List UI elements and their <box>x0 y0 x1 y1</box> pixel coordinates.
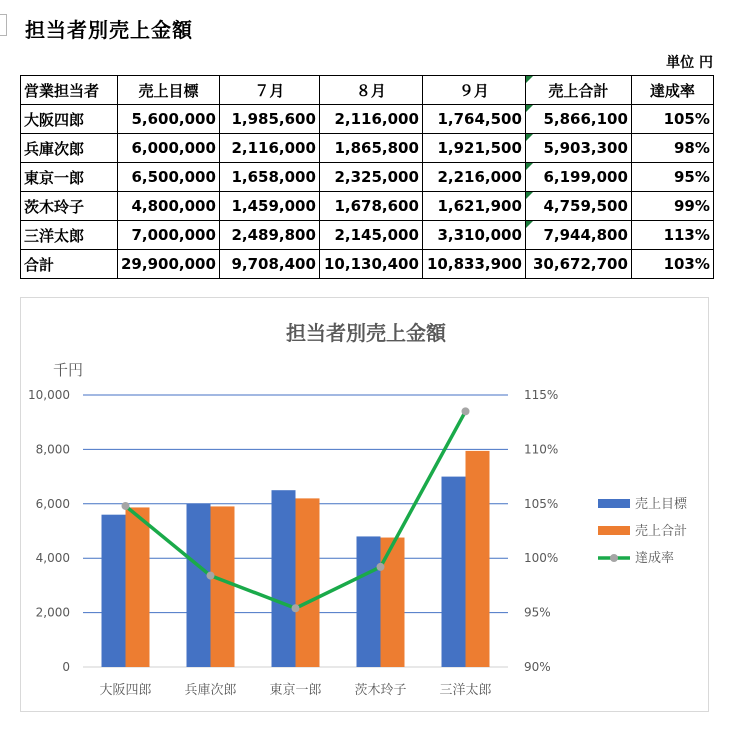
table-cell-text: 1,621,900 <box>437 197 522 215</box>
table-cell[interactable] <box>219 163 319 192</box>
table-cell[interactable] <box>631 250 713 279</box>
legend-swatch-total <box>598 526 630 535</box>
chart-title: 担当者別売上金額 <box>286 321 446 345</box>
table-cell-text: 103% <box>663 255 710 273</box>
table-header[interactable] <box>21 76 118 105</box>
table-cell[interactable] <box>21 221 118 250</box>
table-cell-text: 6,199,000 <box>543 168 628 186</box>
unit-label: 単位 円 <box>666 55 713 71</box>
x-tick-label: 東京一郎 <box>269 683 322 698</box>
table-cell[interactable] <box>422 250 525 279</box>
table-cell-text: 3,310,000 <box>437 226 522 244</box>
table-cell[interactable] <box>319 250 422 279</box>
table-cell-text: 9,708,400 <box>231 255 316 273</box>
y2-tick-label: 110% <box>524 442 559 457</box>
table-cell-text: 2,325,000 <box>334 168 419 186</box>
table-cell[interactable] <box>525 250 631 279</box>
table-header-cell: ９月 <box>458 81 489 100</box>
table-cell[interactable] <box>525 192 631 221</box>
table-header[interactable] <box>219 76 319 105</box>
table-cell[interactable] <box>118 163 220 192</box>
bar-total <box>296 498 320 667</box>
error-indicator <box>526 76 533 83</box>
table-cell-text: 7,000,000 <box>131 226 216 244</box>
error-indicator <box>526 134 533 141</box>
rate-point <box>462 407 470 415</box>
table-cell-text: 5,866,100 <box>543 110 628 128</box>
table-header[interactable] <box>118 76 220 105</box>
table-cell[interactable] <box>422 221 525 250</box>
table-cell[interactable] <box>118 221 220 250</box>
x-tick-label: 兵庫次郎 <box>184 683 237 698</box>
table-cell-text: 105% <box>663 110 710 128</box>
table-cell-text: 大阪四郎 <box>24 110 85 129</box>
table-cell-text: 5,903,300 <box>543 139 628 157</box>
table-header-cell: 売上合計 <box>548 81 609 100</box>
table-cell[interactable] <box>631 192 713 221</box>
x-tick-label: 三洋太郎 <box>439 683 492 698</box>
table-row <box>21 221 714 250</box>
y2-tick-label: 95% <box>524 605 551 620</box>
bar-total <box>126 507 150 667</box>
table-cell[interactable] <box>118 134 220 163</box>
table-cell-text: 98% <box>674 139 710 157</box>
table-cell[interactable] <box>319 192 422 221</box>
table-cell-text: 7,944,800 <box>543 226 628 244</box>
table-cell[interactable] <box>219 105 319 134</box>
table-cell[interactable] <box>319 105 422 134</box>
table-header-row <box>21 76 714 105</box>
table-header[interactable] <box>319 76 422 105</box>
table-cell[interactable] <box>219 221 319 250</box>
y-tick-label: 0 <box>62 660 70 674</box>
table-cell[interactable] <box>319 221 422 250</box>
legend-swatch-target <box>598 499 630 508</box>
table-cell-text: 合計 <box>24 255 55 274</box>
table-cell[interactable] <box>219 192 319 221</box>
table-row <box>21 134 714 163</box>
table-row <box>21 105 714 134</box>
legend-label-rate: 達成率 <box>635 551 675 566</box>
bar-target <box>102 515 126 667</box>
table-cell[interactable] <box>631 163 713 192</box>
table-cell[interactable] <box>631 221 713 250</box>
bar-total <box>466 451 490 667</box>
table-cell-text: 5,600,000 <box>131 110 216 128</box>
table-header-cell: ８月 <box>355 81 386 100</box>
table-header[interactable] <box>631 76 713 105</box>
table-cell-text: 99% <box>674 197 710 215</box>
sheet-corner-mark <box>0 14 7 36</box>
table-header-cell: 達成率 <box>649 81 695 100</box>
y2-tick-label: 90% <box>524 660 551 674</box>
table-cell-text: 2,116,000 <box>231 139 316 157</box>
y2-tick-label: 100% <box>524 551 559 566</box>
table-cell-text: 2,145,000 <box>334 226 419 244</box>
table-cell[interactable] <box>319 134 422 163</box>
table-cell-text: 1,658,000 <box>231 168 316 186</box>
table-header-cell: ７月 <box>254 81 285 100</box>
table-cell-text: 4,800,000 <box>131 197 216 215</box>
rate-point <box>377 563 385 571</box>
chart-area[interactable] <box>20 297 709 712</box>
table-cell-text: 1,678,600 <box>334 197 419 215</box>
table-header-cell: 売上目標 <box>138 81 199 100</box>
rate-point <box>207 572 215 580</box>
combo-chart <box>21 298 710 713</box>
table-cell-text: 1,985,600 <box>231 110 316 128</box>
table-cell[interactable] <box>422 192 525 221</box>
table-row <box>21 192 714 221</box>
legend-label-target: 売上目標 <box>635 497 688 512</box>
error-indicator <box>526 105 533 112</box>
table-cell[interactable] <box>525 105 631 134</box>
table-cell[interactable] <box>219 250 319 279</box>
table-cell-text: 1,921,500 <box>437 139 522 157</box>
table-cell-text: 三洋太郎 <box>24 226 85 245</box>
table-cell[interactable] <box>219 134 319 163</box>
y2-tick-label: 115% <box>524 388 559 402</box>
y-axis-label: 千円 <box>53 361 84 379</box>
table-cell[interactable] <box>422 105 525 134</box>
sheet-title: 担当者別売上金額 <box>25 18 193 42</box>
error-indicator <box>526 221 533 228</box>
table-cell[interactable] <box>118 250 220 279</box>
table-row <box>21 250 714 279</box>
table-cell[interactable] <box>118 105 220 134</box>
table-cell[interactable] <box>21 250 118 279</box>
legend-label-total: 売上合計 <box>635 524 688 539</box>
y-tick-label: 8,000 <box>35 442 70 457</box>
table-header[interactable] <box>525 76 631 105</box>
bar-target <box>442 477 466 667</box>
table-cell[interactable] <box>422 134 525 163</box>
table-cell-text: 10,130,400 <box>324 255 419 273</box>
x-tick-label: 茨木玲子 <box>354 683 407 698</box>
table-cell[interactable] <box>21 105 118 134</box>
bar-target <box>357 536 381 667</box>
table-cell-text: 10,833,900 <box>427 255 522 273</box>
table-cell[interactable] <box>118 192 220 221</box>
table-cell-text: 茨木玲子 <box>24 197 85 216</box>
table-cell[interactable] <box>21 192 118 221</box>
rate-point <box>122 502 130 510</box>
table-cell-text: 113% <box>663 226 710 244</box>
y-tick-label: 2,000 <box>35 605 70 620</box>
table-cell[interactable] <box>631 105 713 134</box>
table-cell-text: 6,500,000 <box>131 168 216 186</box>
y2-tick-label: 105% <box>524 496 559 511</box>
y-tick-label: 10,000 <box>28 388 70 402</box>
table-cell[interactable] <box>525 163 631 192</box>
table-cell-text: 29,900,000 <box>121 255 216 273</box>
table-cell-text: 1,865,800 <box>334 139 419 157</box>
table-cell[interactable] <box>21 163 118 192</box>
table-cell-text: 兵庫次郎 <box>24 139 85 158</box>
table-cell-text: 95% <box>674 168 710 186</box>
table-header-cell: 営業担当者 <box>24 81 100 100</box>
y-tick-label: 4,000 <box>35 551 70 566</box>
table-cell[interactable] <box>319 163 422 192</box>
table-cell[interactable] <box>525 134 631 163</box>
table-cell[interactable] <box>422 163 525 192</box>
bar-target <box>187 504 211 667</box>
bar-target <box>272 490 296 667</box>
x-tick-label: 大阪四郎 <box>99 683 152 698</box>
table-cell-text: 6,000,000 <box>131 139 216 157</box>
table-cell-text: 4,759,500 <box>543 197 628 215</box>
table-cell[interactable] <box>525 221 631 250</box>
error-indicator <box>526 192 533 199</box>
error-indicator <box>526 163 533 170</box>
table-cell-text: 2,489,800 <box>231 226 316 244</box>
table-row <box>21 163 714 192</box>
table-cell-text: 1,459,000 <box>231 197 316 215</box>
table-cell[interactable] <box>21 134 118 163</box>
rate-point <box>292 604 300 612</box>
bar-total <box>211 506 235 667</box>
table-cell-text: 2,116,000 <box>334 110 419 128</box>
table-cell-text: 1,764,500 <box>437 110 522 128</box>
sales-table <box>20 75 714 279</box>
table-cell-text: 2,216,000 <box>437 168 522 186</box>
table-header[interactable] <box>422 76 525 105</box>
y-tick-label: 6,000 <box>35 496 70 511</box>
table-cell-text: 東京一郎 <box>24 168 85 187</box>
table-cell-text: 30,672,700 <box>533 255 628 273</box>
table-cell[interactable] <box>631 134 713 163</box>
legend-marker-rate <box>610 554 618 562</box>
